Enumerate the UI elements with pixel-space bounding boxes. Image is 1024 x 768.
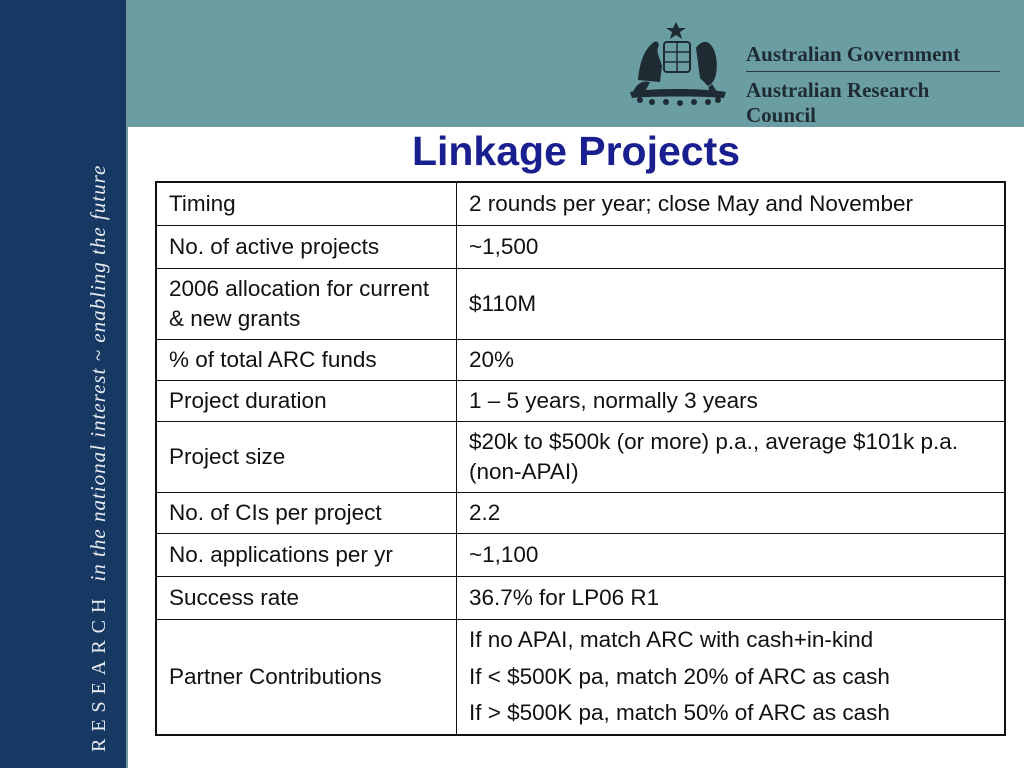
row-key: Partner Contributions <box>156 620 457 736</box>
row-value: $110M <box>457 269 1006 340</box>
row-value: ~1,100 <box>457 534 1006 577</box>
sidebar-tagline <box>86 12 111 752</box>
table-row <box>156 340 1005 381</box>
sidebar-banner <box>0 0 128 768</box>
row-value: $20k to $500k (or more) p.a., average $101k p.a. (non-APAI) <box>457 422 1006 493</box>
row-value-item: If < $500K pa, match 20% of ARC as cash <box>469 663 890 689</box>
slide-title: Linkage Projects <box>411 128 741 174</box>
row-key: Project duration <box>156 381 457 422</box>
table-row <box>156 422 1005 493</box>
row-value: 2 rounds per year; close May and November <box>457 182 1006 226</box>
row-value: 36.7% for LP06 R1 <box>457 577 1006 620</box>
table-row <box>156 493 1005 534</box>
org-name-government: Australian Government <box>746 42 961 66</box>
row-value-item: If no APAI, match ARC with cash+in-kind <box>469 627 874 653</box>
table-row <box>156 226 1005 269</box>
row-value: 20% <box>457 340 1006 381</box>
row-key: Timing <box>156 182 457 226</box>
table-row <box>156 182 1005 226</box>
org-divider <box>746 71 1000 72</box>
row-key: Project size <box>156 422 457 493</box>
table-row <box>156 381 1005 422</box>
org-logo-text <box>746 42 1000 128</box>
table-row <box>156 620 1005 736</box>
row-value-item: If > $500K pa, match 50% of ARC as cash <box>469 700 890 726</box>
row-key: No. applications per yr <box>156 534 457 577</box>
row-key: % of total ARC funds <box>156 340 457 381</box>
row-key: No. of active projects <box>156 226 457 269</box>
sidebar-script-text: in the national interest ~ enabling the future <box>86 164 110 582</box>
facts-table <box>155 181 1006 736</box>
table-row <box>156 534 1005 577</box>
org-name-council: Australian Research Council <box>746 78 930 127</box>
row-key: Success rate <box>156 577 457 620</box>
table-row <box>156 577 1005 620</box>
row-value-list <box>457 620 1006 736</box>
row-key: 2006 allocation for current & new grants <box>156 269 457 340</box>
row-value: 2.2 <box>457 493 1006 534</box>
table-row <box>156 269 1005 340</box>
row-value: ~1,500 <box>457 226 1006 269</box>
coat-of-arms-icon <box>620 18 736 110</box>
row-key: No. of CIs per project <box>156 493 457 534</box>
row-value: 1 – 5 years, normally 3 years <box>457 381 1006 422</box>
sidebar-caps-text: RESEARCH <box>88 591 110 752</box>
